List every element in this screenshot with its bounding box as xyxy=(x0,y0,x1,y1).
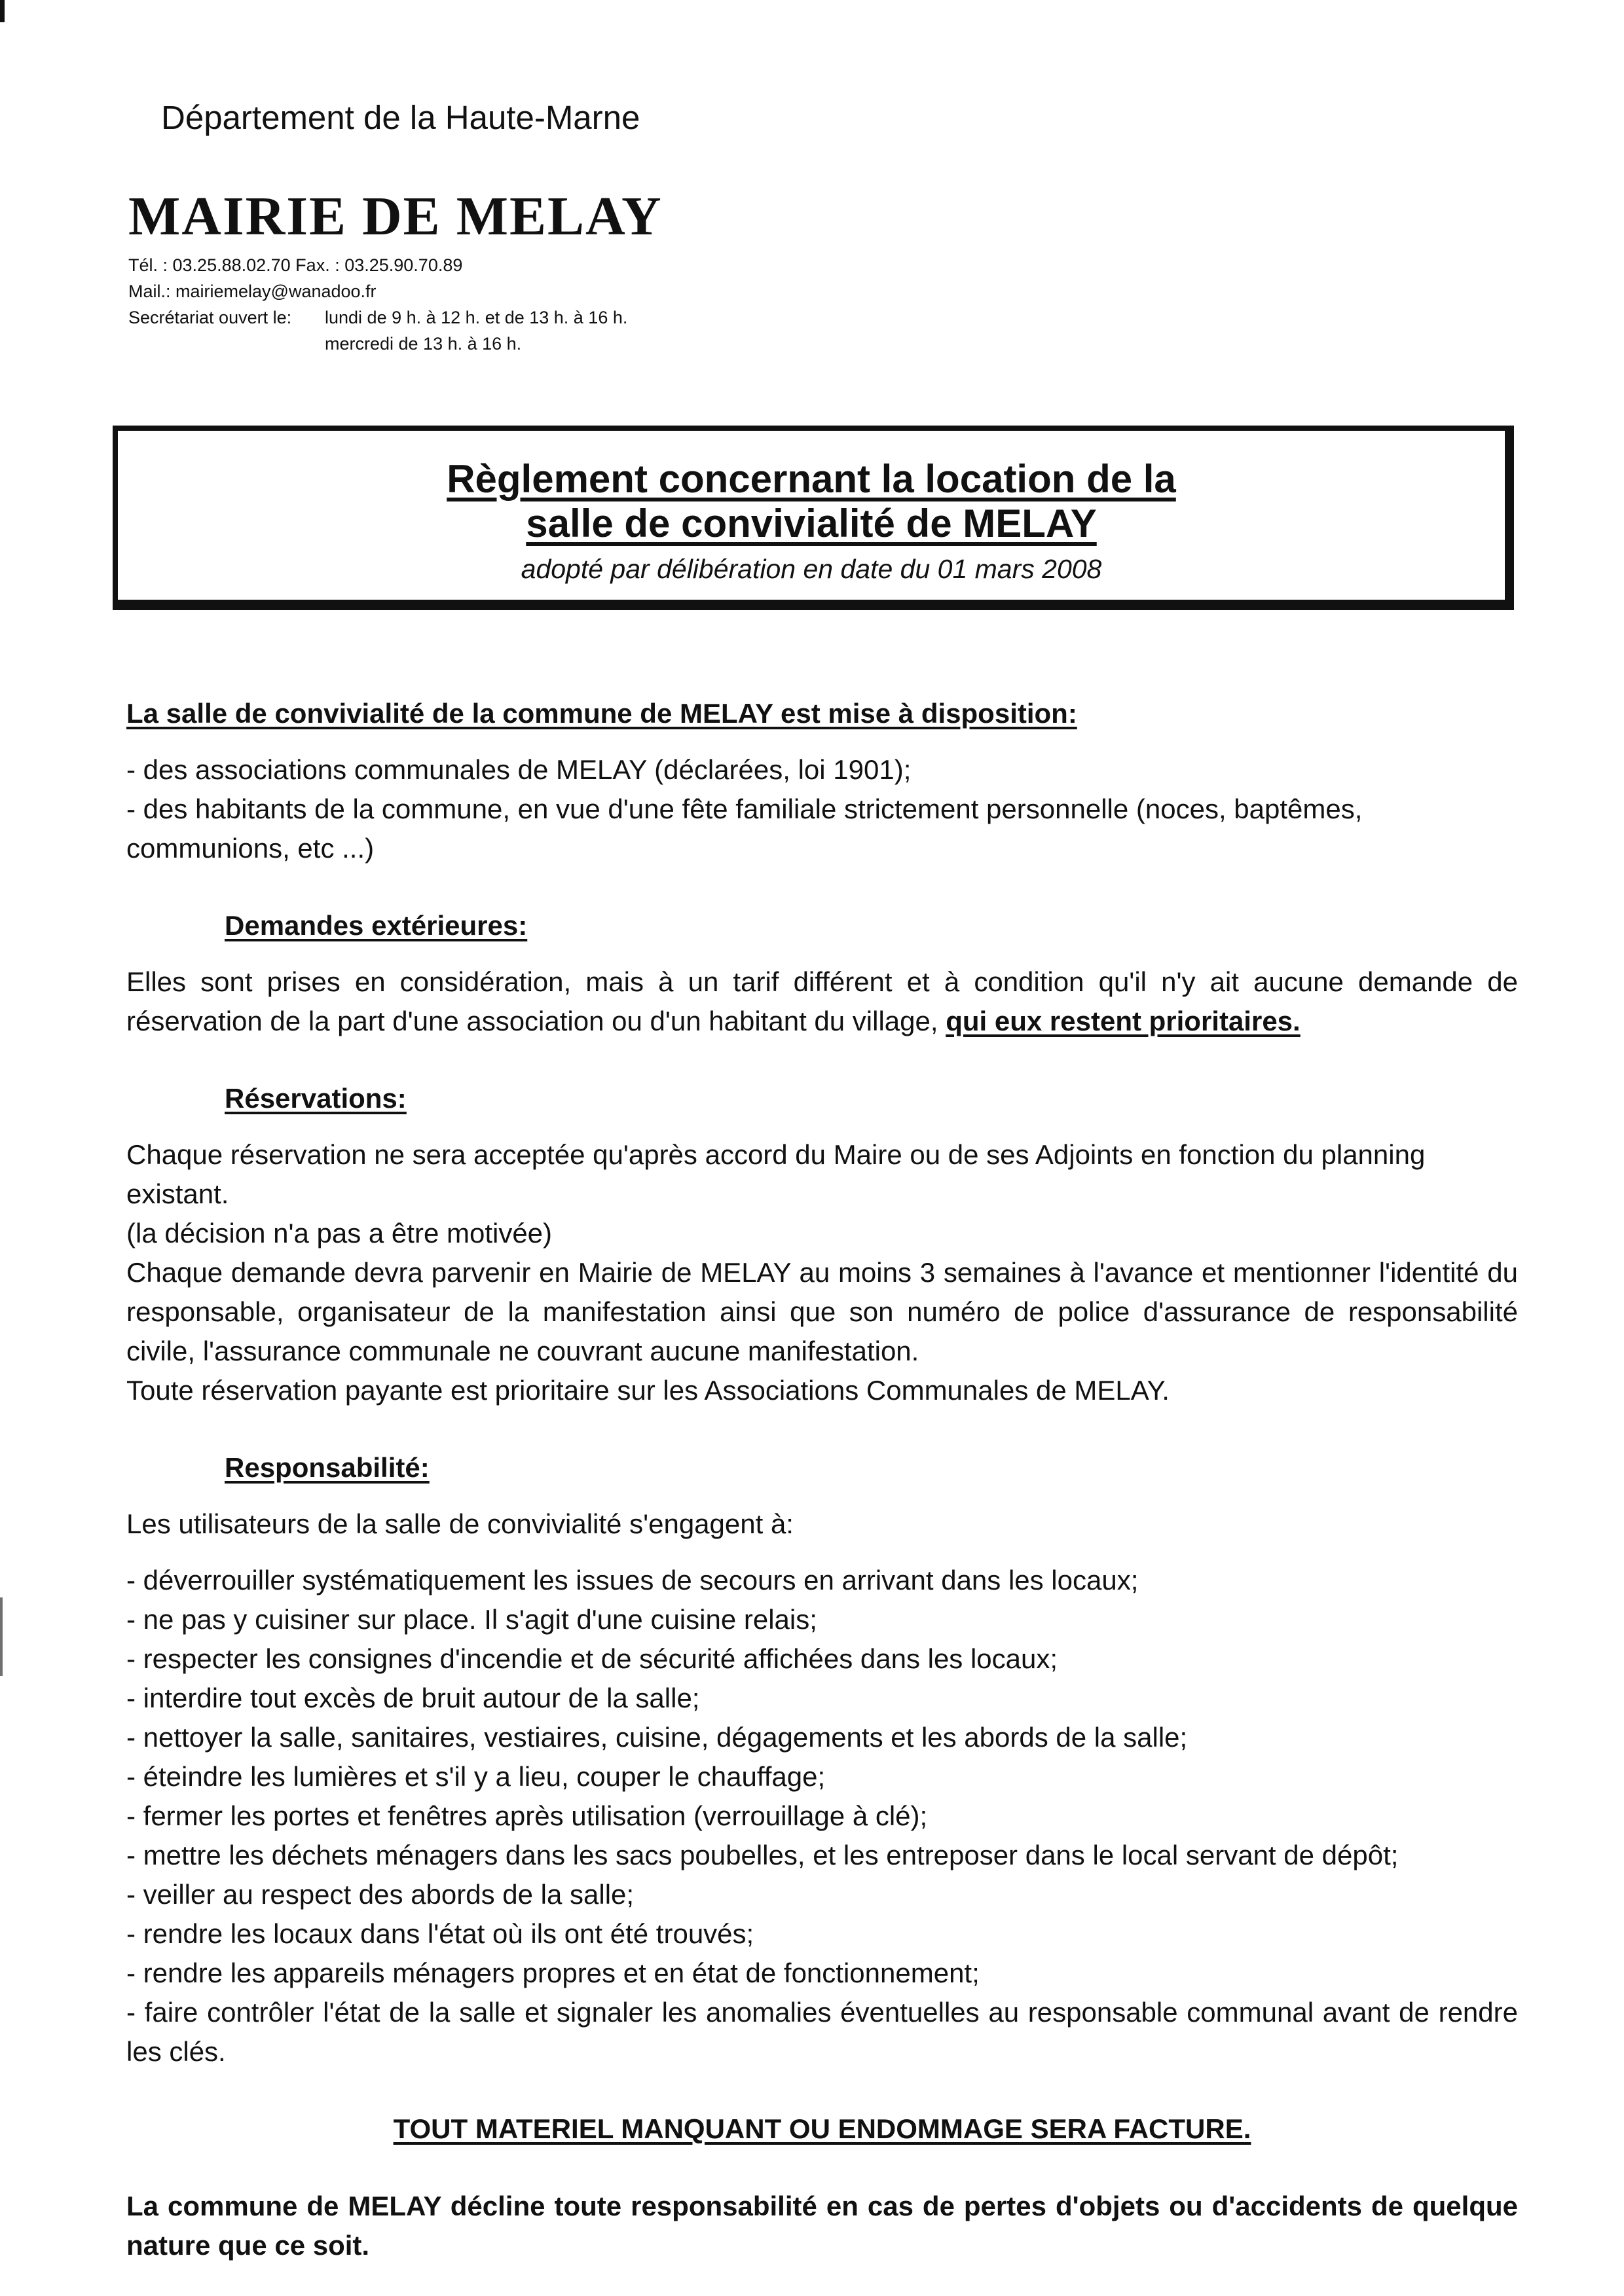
responsabilite-item: - mettre les déchets ménagers dans les sacs poubelles, et les entreposer dans le local servant de dépôt; xyxy=(126,1840,1399,1870)
mairie-title: MAIRIE DE MELAY xyxy=(128,186,663,247)
responsabilite-intro: Les utilisateurs de la salle de convivialité s'engagent à: xyxy=(126,1508,794,1539)
title-subtitle: adopté par délibération en date du 01 mars 2008 xyxy=(521,554,1102,584)
responsabilite-item: - ne pas y cuisiner sur place. Il s'agit d'une cuisine relais; xyxy=(126,1604,817,1635)
hours-label: Secrétariat ouvert le: xyxy=(128,308,292,327)
responsabilite-item: - faire contrôler l'état de la salle et signaler les anomalies éventuelles au responsable communal avant de rendre les clés. xyxy=(126,1997,1518,2067)
demandes-heading: Demandes extérieures: xyxy=(225,910,528,941)
hours-wednesday: mercredi de 13 h. à 16 h. xyxy=(325,334,522,354)
scan-mark-top-left xyxy=(0,0,5,22)
responsabilite-heading: Responsabilité: xyxy=(225,1452,430,1483)
scan-mark-left-edge xyxy=(0,1597,3,1676)
reservations-p4: Toute réservation payante est prioritaire sur les Associations Communales de MELAY. xyxy=(126,1375,1170,1406)
intro-item-2: - des habitants de la commune, en vue d'une fête familiale strictement personnelle (noces, baptêmes, communions, etc ...) xyxy=(126,793,1363,864)
responsabilite-item: - veiller au respect des abords de la salle; xyxy=(126,1879,635,1910)
hours-monday: lundi de 9 h. à 12 h. et de 13 h. à 16 h. xyxy=(325,308,628,327)
email: Mail.: mairiemelay@wanadoo.fr xyxy=(128,282,377,301)
warning-line: TOUT MATERIEL MANQUANT OU ENDOMMAGE SERA FACTURE. xyxy=(393,2113,1251,2144)
reservations-heading: Réservations: xyxy=(225,1083,407,1114)
demandes-body: Elles sont prises en considération, mais à un tarif différent et à condition qu'il n'y ait aucune demande de réservation de la part d'une association ou d'un habitant du village, xyxy=(126,966,1518,1036)
contact-block xyxy=(128,252,627,357)
intro-item-1: - des associations communales de MELAY (déclarées, loi 1901); xyxy=(126,754,912,785)
disclaimer: La commune de MELAY décline toute responsabilité en cas de pertes d'objets ou d'accidents de quelque nature que ce soit. xyxy=(126,2191,1518,2261)
reservations-p3: Chaque demande devra parvenir en Mairie de MELAY au moins 3 semaines à l'avance et mentionner l'identité du responsable, organisateur de la manifestation ainsi que son numéro de police d'assurance de responsabilité civile, l'assurance communale ne couvrant aucune manifestation. xyxy=(126,1257,1518,1366)
hours-row-1 xyxy=(128,304,627,331)
demandes-emphasis: qui eux restent prioritaires. xyxy=(946,1006,1301,1036)
responsabilite-item: - respecter les consignes d'incendie et de sécurité affichées dans les locaux; xyxy=(126,1643,1058,1674)
responsabilite-item: - éteindre les lumières et s'il y a lieu, couper le chauffage; xyxy=(126,1761,826,1792)
title-line-2: salle de convivialité de MELAY xyxy=(526,501,1097,545)
responsabilite-item: - déverrouiller systématiquement les issues de secours en arrivant dans les locaux; xyxy=(126,1565,1139,1595)
responsabilite-item: - rendre les locaux dans l'état où ils ont été trouvés; xyxy=(126,1918,754,1949)
department-name: Département de la Haute-Marne xyxy=(161,99,640,136)
document-body xyxy=(126,694,1518,2265)
responsabilite-item: - nettoyer la salle, sanitaires, vestiaires, cuisine, dégagements et les abords de la salle; xyxy=(126,1722,1188,1753)
title-box xyxy=(113,426,1514,610)
intro-heading: La salle de convivialité de la commune de MELAY est mise à disposition: xyxy=(126,698,1077,729)
title-line-1: Règlement concernant la location de la xyxy=(447,457,1176,501)
responsabilite-item: - rendre les appareils ménagers propres et en état de fonctionnement; xyxy=(126,1958,980,1988)
demandes-text xyxy=(126,962,1518,1041)
phone-fax: Tél. : 03.25.88.02.70 Fax. : 03.25.90.70.89 xyxy=(128,255,463,275)
responsabilite-item: - interdire tout excès de bruit autour de la salle; xyxy=(126,1683,700,1713)
responsabilite-item: - fermer les portes et fenêtres après utilisation (verrouillage à clé); xyxy=(126,1800,928,1831)
reservations-p1: Chaque réservation ne sera acceptée qu'après accord du Maire ou de ses Adjoints en fonction du planning existant. xyxy=(126,1139,1426,1209)
reservations-p2: (la décision n'a pas a être motivée) xyxy=(126,1218,553,1248)
